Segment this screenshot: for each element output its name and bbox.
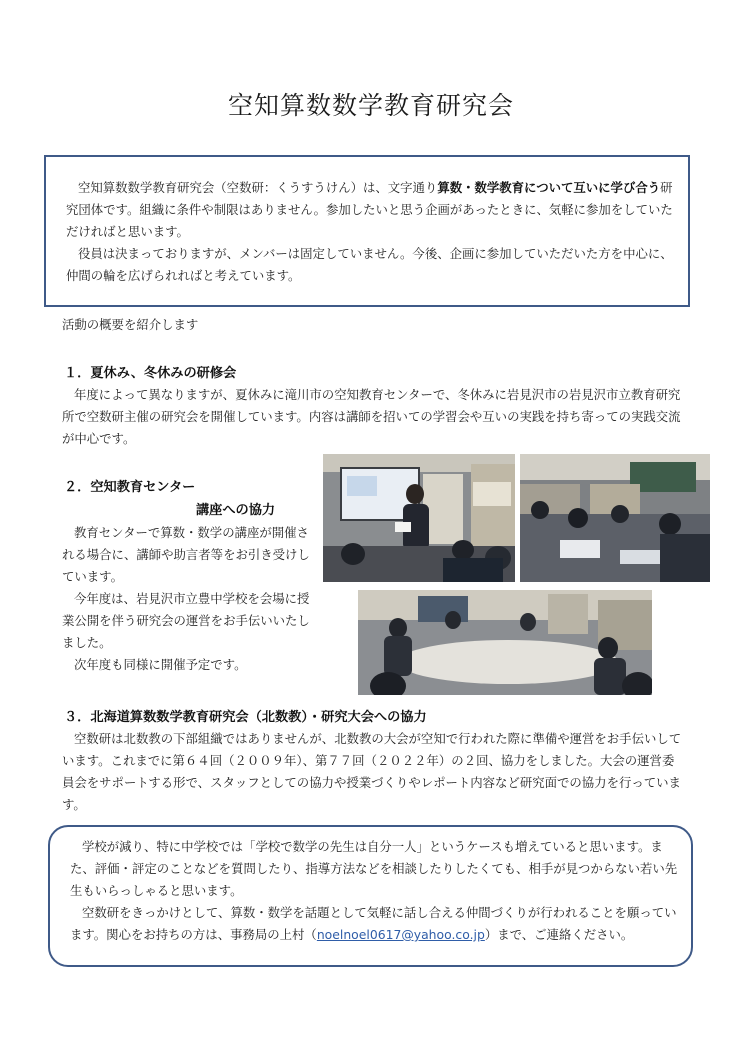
page-title: 空知算数数学教育研究会 — [227, 91, 514, 120]
section2-heading-line1: ２．空知教育センター — [64, 480, 196, 495]
photo-students-desks-image — [520, 454, 710, 582]
section3-body: 空数研は北数教の下部組織ではありませんが、北数教の大会が空知で行われた際に準備や運営をお手伝いしています。これまでに第６４回（２００９年）、第７７回（２０２２年）の２回、協力をしました。大会の運営委員会をサポートする形で、スタッフとしての協力や授業づくりやレポート内容など研究面での協力を行っています。 — [62, 731, 682, 812]
section2-paragraph-3: 次年度も同様に開催予定です。 — [74, 657, 247, 672]
section2-heading-line2: 講座への協力 — [196, 503, 276, 518]
email-link[interactable]: noelnoel0617@yahoo.co.jp — [316, 927, 485, 942]
photo-meeting — [358, 590, 652, 695]
intro-paragraph-2: 役員は決まっておりますが、メンバーは固定していません。今後、企画に参加していただいた方を中心に、仲間の輪を広げられればと考えています。 — [66, 246, 673, 283]
overview-label: 活動の概要を紹介します — [62, 317, 199, 332]
photo-classroom-lecture-image — [323, 454, 515, 582]
section1-heading: １．夏休み、冬休みの研修会 — [64, 366, 237, 381]
section2-body — [62, 522, 316, 676]
section2-paragraph-2: 今年度は、岩見沢市立豊中学校を会場に授業公開を伴う研究会の運営をお手伝いいたしました。 — [62, 591, 310, 650]
intro-paragraph-1: 空知算数数学教育研究会（空数研：くうすうけん）は、文字通り算数・数学教育について互いに学び合う研究団体です。組織に条件や制限はありません。参加したいと思う企画があったときに、気軽に参加をしていただければと思います。 — [66, 180, 673, 239]
closing-text — [70, 836, 682, 946]
intro-text — [66, 177, 680, 287]
section2-paragraph-1: 教育センターで算数・数学の講座が開催される場合に、講師や助言者等をお引き受けしています。 — [62, 525, 310, 584]
intro-emphasis: 算数・数学教育について互いに学び合う — [437, 180, 661, 195]
photo-classroom-lecture — [323, 454, 515, 582]
photo-students-desks — [520, 454, 710, 582]
closing-paragraph-2: 空数研をきっかけとして、算数・数学を話題として気軽に話し合える仲間づくりが行われることを願っています。関心をお持ちの方は、事務局の上村（noelnoel0617@yahoo.co.jp）まで、ご連絡ください。 — [70, 905, 677, 942]
section1-body: 年度によって異なりますが、夏休みに滝川市の空知教育センターで、冬休みに岩見沢市の岩見沢市立教育研究所で空数研主催の研究会を開催しています。内容は講師を招いての学習会や互いの実践を持ち寄っての実践交流が中心です。 — [62, 387, 681, 446]
closing-paragraph-1: 学校が減り、特に中学校では「学校で数学の先生は自分一人」というケースも増えていると思います。また、評価・評定のことなどを質問したり、指導方法などを相談したりしたくても、相手が見つからない若い先生もいらっしゃると思います。 — [70, 839, 678, 898]
photo-meeting-image — [358, 590, 652, 695]
section3-heading: ３．北海道算数数学教育研究会（北数教）・研究大会への協力 — [64, 710, 427, 725]
